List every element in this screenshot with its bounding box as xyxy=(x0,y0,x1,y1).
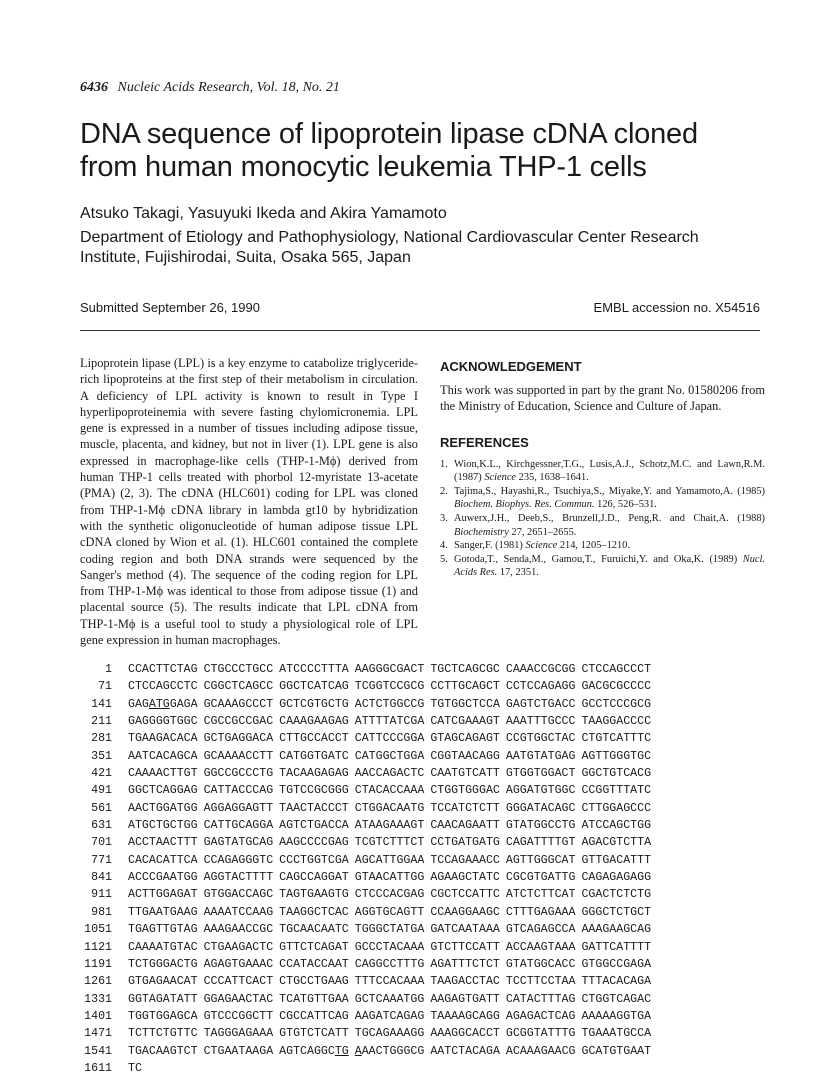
sequence-chunk: CGCTCCATTC xyxy=(430,888,500,902)
sequence-chunk: GGCTGTCACG xyxy=(581,767,652,781)
sequence-chunk: TAGTGAAGTG xyxy=(279,888,349,902)
sequence-chunk: CTGCCTGAAG xyxy=(279,975,349,989)
affiliation: Department of Etiology and Pathophysiology, National Cardiovascular Center Research Institute, Fujishirodai, Suita, Osaka 565, Japan xyxy=(80,229,699,266)
sequence-chunk: AGAGTGAAAC xyxy=(203,957,274,971)
sequence-chunk: GTCTTCCATT xyxy=(430,940,500,954)
sequence-row xyxy=(70,800,651,817)
sequence-position: 1541 xyxy=(84,1044,112,1058)
sequence-chunk: ACCCGAATGG xyxy=(128,871,198,885)
sequence-chunk: AAGCCCCGAG xyxy=(279,836,349,850)
sequence-chunk: GCGGTATTTG xyxy=(505,1027,576,1041)
sequence-chunk: AGAAGCTATC xyxy=(430,871,500,885)
sequence-position: 1331 xyxy=(84,992,112,1006)
sequence-chunk: AAGATCAGAG xyxy=(354,1009,425,1023)
author-list: Atsuko Takagi, Yasuyuki Ikeda and Akira Yamamoto xyxy=(80,205,447,222)
sequence-chunk: GAGTCTGACC xyxy=(505,697,576,711)
sequence-chunk: GTTGACATTT xyxy=(581,853,652,867)
sequence-chunk: CATCGAAAGT xyxy=(430,715,500,729)
sequence-chunk: CAATGTCATT xyxy=(430,767,500,781)
sequence-chunk: AGAGACTCAG xyxy=(505,1009,576,1023)
sequence-chunk: AGTTGGGCAT xyxy=(505,853,576,867)
sequence-chunk: TCCATCTCTT xyxy=(430,801,500,815)
article-title: DNA sequence of lipoprotein lipase cDNA cloned from human monocytic leukemia THP-1 cells xyxy=(80,118,698,183)
sequence-chunk: AGGTACTTTT xyxy=(203,871,274,885)
sequence-chunk: CATGGTGATC xyxy=(279,749,349,763)
sequence-chunk: CGGCTCAGCC xyxy=(203,680,274,694)
sequence-chunk: AGACGTCTTA xyxy=(581,836,652,850)
sequence-chunk: CCATACCAAT xyxy=(279,957,349,971)
sequence-position: 771 xyxy=(91,853,112,867)
sequence-chunk: AGTTGGGTGC xyxy=(581,749,652,763)
sequence-chunk: GCTGAGGACA xyxy=(203,732,274,746)
sequence-chunk: GACGCGCCCC xyxy=(581,680,652,694)
sequence-chunk: CTGGTCAGAC xyxy=(581,992,652,1006)
sequence-chunk: CAAAGAAGAG xyxy=(279,715,349,729)
sequence-chunk: CGACTCTCTG xyxy=(581,888,652,902)
sequence-chunk: CGGTAACAGG xyxy=(430,749,500,763)
sequence-position: 1121 xyxy=(84,940,112,954)
sequence-chunk: TCTGGGACTG xyxy=(128,957,198,971)
sequence-row xyxy=(70,765,651,782)
sequence-chunk: CACACATTCA xyxy=(128,853,198,867)
sequence-chunk: ACCAAGTAAA xyxy=(505,940,576,954)
sequence-chunk: GCCCTACAAA xyxy=(354,940,425,954)
sequence-chunk: ATGCTGCTGG xyxy=(128,819,198,833)
sequence-chunk: TAAAAGCAGG xyxy=(430,1009,500,1023)
dna-sequence-block xyxy=(70,661,651,1077)
sequence-row xyxy=(70,1060,651,1077)
sequence-chunk: AATCACAGCA xyxy=(128,749,198,763)
sequence-chunk: AGCATTGGAA xyxy=(354,853,425,867)
page-number: 6436 xyxy=(80,80,108,95)
sequence-chunk: GTATGGCACC xyxy=(505,957,576,971)
sequence-chunk: AACTGGATGG xyxy=(128,801,198,815)
sequence-chunk: AAAGAAGCAG xyxy=(581,923,652,937)
sequence-chunk: CAAAATGTAC xyxy=(128,940,198,954)
sequence-position: 211 xyxy=(91,715,112,729)
sequence-row xyxy=(70,782,651,799)
sequence-chunk: GATCAATAAA xyxy=(430,923,500,937)
sequence-chunk: CTCCAGCCTC xyxy=(128,680,198,694)
sequence-chunk: TCGGTCCGCG xyxy=(354,680,425,694)
sequence-position: 561 xyxy=(91,801,112,815)
sequence-chunk: CCCATTCACT xyxy=(203,975,274,989)
sequence-row xyxy=(70,678,651,695)
sequence-row xyxy=(70,1043,651,1060)
sequence-chunk: TAAGGACCCC xyxy=(581,715,652,729)
sequence-chunk: AAGGGCGACT xyxy=(354,663,425,676)
sequence-chunk: ATAAGAAAGT xyxy=(354,819,425,833)
sequence-chunk: CATTACCCAG xyxy=(203,784,274,798)
sequence-chunk: CTACACCAAA xyxy=(354,784,425,798)
sequence-chunk: CATACTTTAG xyxy=(505,992,576,1006)
sequence-chunk: ATTTTATCGA xyxy=(354,715,425,729)
sequence-chunk: CTCCCACGAG xyxy=(354,888,425,902)
sequence-chunk: AAAATCCAAG xyxy=(203,905,274,919)
sequence-row xyxy=(70,834,651,851)
sequence-chunk: TAAGACCTAC xyxy=(430,975,500,989)
sequence-chunk: AGGAGGAGTT xyxy=(203,801,274,815)
sequence-chunk: ATCCAGCTGG xyxy=(581,819,652,833)
sequence-chunk: AGGATGTGGC xyxy=(505,784,576,798)
sequence-chunk: TGTCCGCGGG xyxy=(279,784,349,798)
sequence-chunk: TGCAACAATC xyxy=(279,923,349,937)
sequence-chunk: TCCAGAAACC xyxy=(430,853,500,867)
header-divider xyxy=(80,330,760,331)
sequence-chunk: CAGCCAGGAT xyxy=(279,871,349,885)
reference-item: 3. Auwerx,J.H., Deeb,S., Brunzell,J.D., Peng,R. and Chait,A. (1988) Biochemistry 27, 2651–2655. xyxy=(440,512,765,538)
sequence-chunk: ACTTGGAGAT xyxy=(128,888,198,902)
sequence-chunk: GTGTCTCATT xyxy=(279,1027,349,1041)
sequence-chunk: CAGATTTTGT xyxy=(505,836,576,850)
sequence-chunk: TACAAGAGAG xyxy=(279,767,349,781)
sequence-chunk: GCATGTGAAT xyxy=(581,1044,652,1058)
sequence-position: 1471 xyxy=(84,1027,112,1041)
reference-item: 1. Wion,K.L., Kirchgessner,T.G., Lusis,A.J., Schotz,M.C. and Lawn,R.M. (1987) Science 235, 1638–1641. xyxy=(440,458,765,484)
references-heading: REFERENCES xyxy=(440,434,529,450)
sequence-chunk: TC xyxy=(128,1061,142,1075)
sequence-chunk: CCACTTCTAG xyxy=(128,663,198,676)
sequence-chunk: GCAAAGCCCT xyxy=(203,697,274,711)
sequence-chunk: CTTGCCACCT xyxy=(279,732,349,746)
sequence-chunk: CCGGTTTATC xyxy=(581,784,652,798)
sequence-chunk: AAAGGCACCT xyxy=(430,1027,500,1041)
sequence-row xyxy=(70,921,651,938)
sequence-position: 1261 xyxy=(84,975,112,989)
sequence-position: 701 xyxy=(91,836,112,850)
sequence-position: 141 xyxy=(91,697,112,711)
sequence-row xyxy=(70,904,651,921)
running-head xyxy=(80,80,340,96)
sequence-chunk: CTGAAGACTC xyxy=(203,940,274,954)
sequence-chunk: GGCTCATCAG xyxy=(279,680,349,694)
sequence-position: 1401 xyxy=(84,1009,112,1023)
sequence-chunk: AATCTACAGA xyxy=(430,1044,500,1058)
sequence-chunk: GGGATACAGC xyxy=(505,801,576,815)
sequence-chunk: TTTACACAGA xyxy=(581,975,652,989)
acknowledgement-heading: ACKNOWLEDGEMENT xyxy=(440,359,582,374)
sequence-chunk: AAAAAGGTGA xyxy=(581,1009,652,1023)
sequence-chunk: GGCTCAGGAG xyxy=(128,784,198,798)
sequence-chunk: CGCGTGATTG xyxy=(505,871,576,885)
abstract-column xyxy=(80,355,418,648)
sequence-chunk: CTGGTGGGAC xyxy=(430,784,500,798)
sequence-chunk: CAGAGAGAGG xyxy=(581,871,652,885)
sequence-position: 421 xyxy=(91,767,112,781)
sequence-position: 351 xyxy=(91,749,112,763)
sequence-chunk: TGACAAGTCT xyxy=(128,1044,198,1058)
sequence-row xyxy=(70,956,651,973)
reference-item: 2. Tajima,S., Hayashi,R., Tsuchiya,S., Miyake,Y. and Yamamoto,A. (1985) Biochem. Biophys. Res. Commun. 126, 526–531. xyxy=(440,485,765,511)
sequence-chunk: GTGGACCAGC xyxy=(203,888,274,902)
sequence-chunk: TGCAGAAAGG xyxy=(354,1027,425,1041)
sequence-chunk: GAGTATGCAG xyxy=(203,836,274,850)
sequence-chunk: AACCAGACTC xyxy=(354,767,425,781)
sequence-chunk: CCAAGGAAGC xyxy=(430,905,500,919)
sequence-chunk: AATGTATGAG xyxy=(505,749,576,763)
sequence-chunk: GAGATGGAGA xyxy=(128,697,198,711)
sequence-chunk: AAATTTGCCC xyxy=(505,715,576,729)
sequence-chunk: AAACTGGGCG xyxy=(354,1044,425,1058)
sequence-chunk: GGTAGATATT xyxy=(128,992,198,1006)
sequence-chunk: TCTTCTGTTC xyxy=(128,1027,198,1041)
sequence-chunk: ATCTCTTCAT xyxy=(505,888,576,902)
sequence-chunk: TCCTTCCTAA xyxy=(505,975,576,989)
sequence-chunk: GTCCCGGCTT xyxy=(203,1009,274,1023)
sequence-chunk: CATTCCCGGA xyxy=(354,732,425,746)
sequence-chunk: ACCTAACTTT xyxy=(128,836,198,850)
sequence-chunk: TAAGGCTCAC xyxy=(279,905,349,919)
sequence-chunk: GTGGCCGAGA xyxy=(581,957,652,971)
sequence-chunk: CTGTCATTTC xyxy=(581,732,652,746)
sequence-row xyxy=(70,991,651,1008)
sequence-chunk: ACAAAGAACG xyxy=(505,1044,576,1058)
sequence-chunk: CTTTGAGAAA xyxy=(505,905,576,919)
sequence-chunk: CTTGGAGCCC xyxy=(581,801,652,815)
sequence-chunk: GTAGCAGAGT xyxy=(430,732,500,746)
sequence-chunk: ACTCTGGCCG xyxy=(354,697,425,711)
sequence-chunk: CTGGACAATG xyxy=(354,801,425,815)
sequence-chunk: TAACTACCCT xyxy=(279,801,349,815)
sequence-chunk: CAAACCGCGG xyxy=(505,663,576,676)
sequence-chunk: AAAGAACCGC xyxy=(203,923,274,937)
sequence-row xyxy=(70,696,651,713)
sequence-chunk: TGCTCAGCGC xyxy=(430,663,500,676)
sequence-position: 281 xyxy=(91,732,112,746)
sequence-chunk: TAGGGAGAAA xyxy=(203,1027,274,1041)
sequence-chunk: TGAAGACACA xyxy=(128,732,198,746)
acknowledgement-text: This work was supported in part by the grant No. 01580206 from the Ministry of Education, Science and Culture of Japan. xyxy=(440,383,765,414)
sequence-chunk: GTTCTCAGAT xyxy=(279,940,349,954)
sequence-chunk: CCGTGGCTAC xyxy=(505,732,576,746)
sequence-chunk: AGGTGCAGTT xyxy=(354,905,425,919)
sequence-position: 841 xyxy=(91,871,112,885)
reference-item: 4. Sanger,F. (1981) Science 214, 1205–1210. xyxy=(440,540,630,552)
submission-meta xyxy=(80,300,760,315)
sequence-chunk: TGAAATGCCA xyxy=(581,1027,652,1041)
sequence-chunk: TTGAATGAAG xyxy=(128,905,198,919)
sequence-row xyxy=(70,869,651,886)
sequence-chunk: GAGGGGTGGC xyxy=(128,715,198,729)
right-column xyxy=(440,355,765,580)
sequence-row xyxy=(70,852,651,869)
sequence-chunk: GTATGGCCTG xyxy=(505,819,576,833)
sequence-chunk: TGGTGGAGCA xyxy=(128,1009,198,1023)
sequence-chunk: CGCCGCCGAC xyxy=(203,715,274,729)
sequence-chunk: TCGTCTTTCT xyxy=(354,836,425,850)
sequence-row xyxy=(70,1025,651,1042)
sequence-row xyxy=(70,1008,651,1025)
sequence-position: 1051 xyxy=(84,923,112,937)
sequence-chunk: CGCCATTCAG xyxy=(279,1009,349,1023)
sequence-chunk: GTAACATTGG xyxy=(354,871,425,885)
sequence-chunk: AGTCAGGCTG xyxy=(279,1044,349,1058)
sequence-row xyxy=(70,886,651,903)
sequence-chunk: GATTCATTTT xyxy=(581,940,652,954)
sequence-row xyxy=(70,748,651,765)
sequence-chunk: CCAGAGGGTC xyxy=(203,853,274,867)
sequence-chunk: GCTCAAATGG xyxy=(354,992,425,1006)
sequence-position: 911 xyxy=(91,888,112,902)
sequence-chunk: TTTCCACAAA xyxy=(354,975,425,989)
sequence-chunk: CCTGATGATG xyxy=(430,836,500,850)
sequence-chunk: GCCTCCCGCG xyxy=(581,697,652,711)
sequence-position: 1191 xyxy=(84,957,112,971)
sequence-position: 71 xyxy=(98,680,112,694)
sequence-position: 981 xyxy=(91,905,112,919)
reference-item: 5. Gotoda,T., Senda,M., Gamou,T., Furuichi,Y. and Oka,K. (1989) Nucl. Acids Res. 17, 2351. xyxy=(440,553,765,579)
sequence-position: 1611 xyxy=(84,1061,112,1075)
sequence-chunk: CTGAATAAGA xyxy=(203,1044,274,1058)
sequence-position: 491 xyxy=(91,784,112,798)
sequence-chunk: CTCCAGCCCT xyxy=(581,663,652,676)
sequence-row xyxy=(70,973,651,990)
sequence-chunk: GGAGAACTAC xyxy=(203,992,274,1006)
sequence-chunk: CATTGCAGGA xyxy=(203,819,274,833)
sequence-row xyxy=(70,713,651,730)
sequence-row xyxy=(70,939,651,956)
sequence-chunk: TGAGTTGTAG xyxy=(128,923,198,937)
sequence-chunk: GGGCTCTGCT xyxy=(581,905,652,919)
sequence-chunk: TGTGGCTCCA xyxy=(430,697,500,711)
sequence-chunk: CCCTGGTCGA xyxy=(279,853,349,867)
sequence-row xyxy=(70,730,651,747)
sequence-chunk: TCATGTTGAA xyxy=(279,992,349,1006)
sequence-chunk: ATCCCCTTTA xyxy=(279,663,349,676)
journal-citation: Nucleic Acids Research, Vol. 18, No. 21 xyxy=(117,80,340,95)
sequence-chunk: CCTCCAGAGG xyxy=(505,680,576,694)
sequence-position: 631 xyxy=(91,819,112,833)
sequence-chunk: CAACAGAATT xyxy=(430,819,500,833)
submitted-date: Submitted September 26, 1990 xyxy=(80,300,260,315)
accession-number: EMBL accession no. X54516 xyxy=(593,300,760,315)
sequence-chunk: AGTCTGACCA xyxy=(279,819,349,833)
sequence-row xyxy=(70,661,651,678)
sequence-chunk: AGATTTCTCT xyxy=(430,957,500,971)
sequence-chunk: GGCCGCCCTG xyxy=(203,767,274,781)
sequence-chunk: AAGAGTGATT xyxy=(430,992,500,1006)
sequence-chunk: GTGAGAACAT xyxy=(128,975,198,989)
sequence-chunk: GTGGTGGACT xyxy=(505,767,576,781)
sequence-chunk: CAAAACTTGT xyxy=(128,767,198,781)
sequence-chunk: TGGGCTATGA xyxy=(354,923,425,937)
sequence-position: 1 xyxy=(105,663,112,676)
sequence-row xyxy=(70,817,651,834)
sequence-chunk: GTCAGAGCCA xyxy=(505,923,576,937)
sequence-chunk: CTGCCCTGCC xyxy=(203,663,274,676)
reference-list xyxy=(440,458,765,580)
sequence-chunk: CCTTGCAGCT xyxy=(430,680,500,694)
sequence-chunk: CATGGCTGGA xyxy=(354,749,425,763)
sequence-chunk: CAGGCCTTTG xyxy=(354,957,425,971)
sequence-chunk: GCAAAACCTT xyxy=(203,749,274,763)
abstract-text: Lipoprotein lipase (LPL) is a key enzyme to catabolize triglyceride-rich lipoproteins at the first step of their metabolism in circulation. A deficiency of LPL activity is known to result in Type I hyperlipoproteinemia with severe fasting chylomicronemia. LPL gene is expressed in a number of tissues including adipose tissue, muscle, placenta, and kidney, but not in liver (1). LPL gene is also expressed in macrophage-like cells (THP-1-Mϕ) derived from human THP-1 cells treated with phorbol 12-myristate 13-acetate (PMA) (2, 3). The cDNA (HLC601) coding for LPL was cloned from THP-1-Mϕ cDNA library in lambda gt10 by hybridization with the synthetic oligonucleotide of human adipose tissue LPL cDNA cloned by Wion et al. (1). HLC601 contained the complete coding region and both DNA strands were sequenced by the Sanger's method (4). The sequence of the coding region for LPL from THP-1-Mϕ was identical to those from adipose tissue (1) and placental source (5). The results indicate that LPL cDNA from THP-1-Mϕ is a useful tool to study a physiological role of LPL gene expression in human macrophages. xyxy=(80,356,418,648)
sequence-chunk: GCTCGTGCTG xyxy=(279,697,349,711)
